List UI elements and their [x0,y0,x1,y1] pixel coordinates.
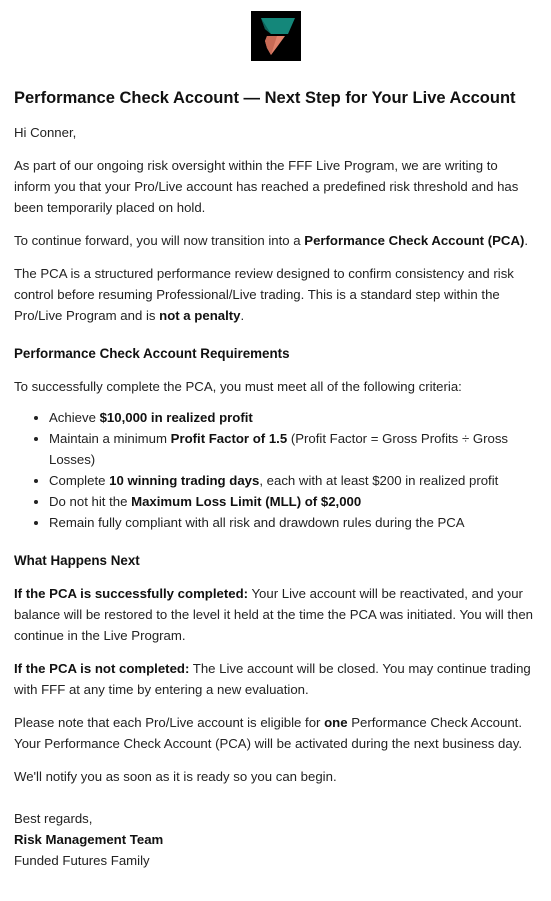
requirement-text: Do not hit the [49,494,132,509]
requirement-text-end: (Profit Factor = Gross Profits ÷ Gross Losses) [49,431,509,467]
failure-bold: If the PCA is not completed: [14,661,190,676]
pca-bold: Performance Check Account (PCA) [304,233,525,248]
signature [14,808,537,871]
note-paragraph [14,712,537,754]
requirement-text: Maintain a minimum [49,431,171,446]
logo-container [14,0,537,61]
requirement-item [49,491,537,512]
pca-description-paragraph [14,263,537,326]
requirement-item [49,470,537,491]
requirement-item [49,407,537,428]
transition-text: To continue forward, you will now transition into a [14,233,305,248]
notify-paragraph: We'll notify you as soon as it is ready so you can begin. [14,769,337,784]
requirement-text: Remain fully compliant with all risk and drawdown rules during the PCA [49,515,465,530]
requirement-item [49,512,537,533]
transition-end: . [524,233,529,248]
requirement-bold: Profit Factor of 1.5 [170,431,288,446]
pca-description-text: The PCA is a structured performance review designed to confirm consistency and risk control before resuming Professional/Live trading. This is a standard step within the Pro/Live Program and is [14,266,514,323]
greeting: Hi Conner, [14,125,77,140]
requirement-bold: 10 winning trading days [109,473,260,488]
requirement-item [49,428,537,470]
requirement-text: Achieve [49,410,100,425]
requirements-list [14,407,537,533]
note-text: Please note that each Pro/Live account is eligible for [14,715,325,730]
team-name-bold: Risk Management Team [14,832,164,847]
success-bold: If the PCA is successfully completed: [14,586,249,601]
success-text: Your Live account will be reactivated, and your balance will be restored to the level it held at the time the PCA was initiated. You will then continue in the Live Program. [14,586,534,643]
closing: Best regards, [14,811,93,826]
failure-paragraph [14,658,537,700]
team-name [14,829,537,850]
intro-paragraph: As part of our ongoing risk oversight within the FFF Live Program, we are writing to inform you that your Pro/Live account has reached a predefined risk threshold and has been temporarily placed on hold. [14,158,519,215]
requirement-text: Complete [49,473,110,488]
requirement-bold: $10,000 in realized profit [99,410,253,425]
not-a-penalty-bold: not a penalty [159,308,241,323]
requirements-heading: Performance Check Account Requirements [14,346,290,361]
note-text-end: Performance Check Account. Your Performance Check Account (PCA) will be activated during the next business day. [14,715,522,751]
requirement-text-end: , each with at least $200 in realized profit [259,473,499,488]
requirement-bold: Maximum Loss Limit (MLL) of $2,000 [131,494,362,509]
fff-logo [251,11,301,61]
company-name: Funded Futures Family [14,853,150,868]
requirements-intro: To successfully complete the PCA, you must meet all of the following criteria: [14,379,462,394]
next-steps-heading: What Happens Next [14,553,140,568]
transition-paragraph [14,230,537,251]
note-bold: one [324,715,348,730]
fff-logo-icon [255,15,297,57]
pca-description-end: . [240,308,245,323]
email-title: Performance Check Account — Next Step for Your Live Account [14,89,516,107]
failure-text: The Live account will be closed. You may continue trading with FFF at any time by entering a new evaluation. [14,661,531,697]
success-paragraph [14,583,537,646]
